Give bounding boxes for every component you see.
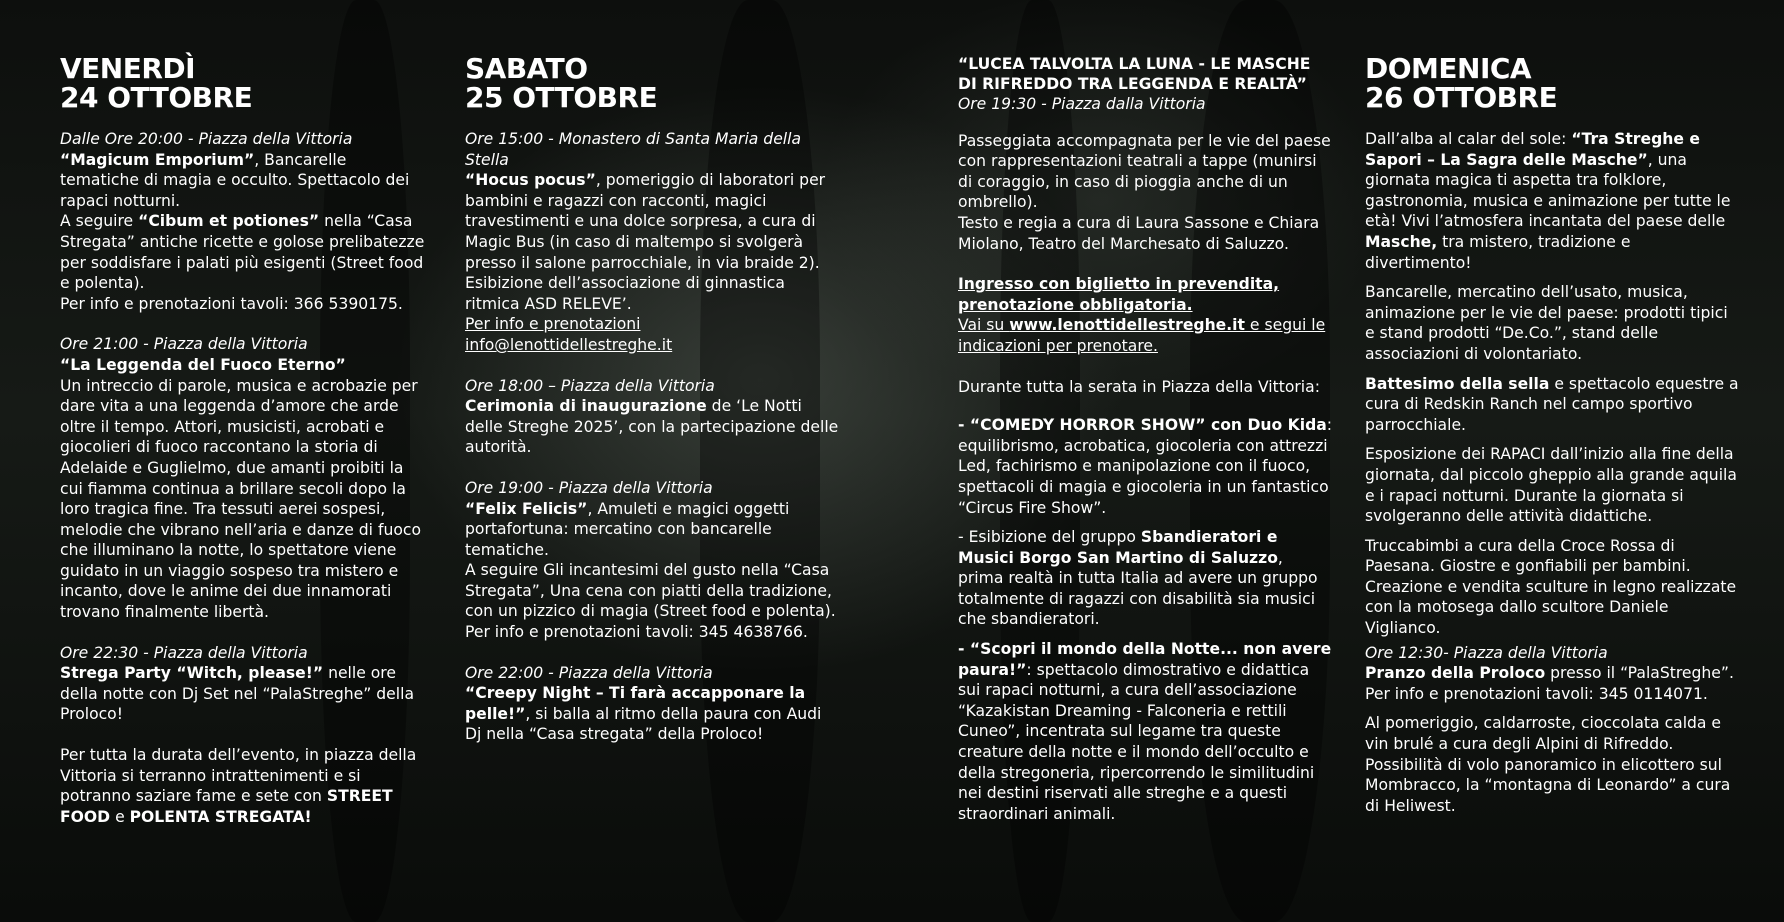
- event-follow: [60, 211, 430, 293]
- day-date: 26 OTTOBRE: [1365, 81, 1558, 114]
- saturday-title: [465, 54, 840, 112]
- event-description: [60, 663, 430, 725]
- sunday-column: [1365, 54, 1740, 825]
- show-time: Ore 19:30 - Piazza dalla Vittoria: [958, 95, 1206, 113]
- sagra-text: [1365, 129, 1740, 273]
- day-date: 24 OTTOBRE: [60, 81, 253, 114]
- item-name: - “COMEDY HORROR SHOW” con Duo Kida: [958, 416, 1327, 435]
- rapaci-text: Esposizione dei RAPACI dall’inizio alla fine della giornata, dal piccolo gheppio alla grande aquila e i rapaci notturni. Durante la giornata si svolgeranno delle attività didattiche.: [1365, 445, 1737, 526]
- event-desc-text: de ‘Le Notti delle Streghe 2025’, con la partecipazione delle autorità.: [465, 397, 839, 457]
- item-text: [958, 639, 1333, 824]
- item-desc: : spettacolo dimostrativo e didattica sui rapaci notturni, a cura dell’associazione “Kazakistan Dreaming - Falconeria e rettili Cuneo”, incentrata sul legame tra queste creature della notte e il mondo dell’occulto e della stregoneria, ripercorrendo le similitudini nei destini riservati alle streghe e a questi straordinari animali.: [958, 660, 1315, 823]
- event-name: Cerimonia di inaugurazione: [465, 397, 707, 416]
- ticket-line-2: [958, 295, 1333, 316]
- sunday-pomeriggio: [1365, 713, 1740, 816]
- day-name: VENERDÌ: [60, 52, 196, 85]
- pranzo-text: [1365, 663, 1740, 684]
- sagra-mid: , una giornata magica ti aspetta tra folklore, gastronomia, musica e animazione per tutte le età! Vivi l’atmosfera incantata del paese delle: [1365, 150, 1731, 231]
- event-desc-text: , si balla al ritmo della paura con Audi Dj nella “Casa stregata” della Proloco!: [465, 704, 822, 744]
- pomeriggio-text: Al pomeriggio, caldarroste, cioccolata calda e vin brulé a cura degli Alpini di Rifreddo. Possibilità di volo panoramico in elicottero sul Mombracco, la “montagna di Leonardo” a cura di Heliwest.: [1365, 714, 1731, 815]
- ticket-line-3: [958, 315, 1333, 356]
- event-info: Per info e prenotazioni tavoli: 345 4638766.: [465, 623, 808, 642]
- event-time: Ore 19:00 - Piazza della Vittoria: [465, 478, 713, 497]
- item-name: Sbandieratori e Musici Borgo San Martino di Saluzzo: [958, 528, 1278, 567]
- event-time: Ore 21:00 - Piazza della Vittoria: [60, 335, 308, 354]
- event-name: “Felix Felicis”: [465, 499, 588, 518]
- item-desc: : equilibrismo, acrobatica, giocoleria con attrezzi Led, fachirismo e manipolazione con il fuoco, spettacoli di magia e giocoleria in un fantastico “Circus Fire Show”.: [958, 416, 1333, 517]
- item-pre: - Esibizione del gruppo: [958, 528, 1141, 547]
- event-street-food-note: [60, 745, 430, 827]
- follow-pre: A seguire: [60, 212, 139, 231]
- show-description-block: [958, 131, 1333, 255]
- event-info: Per info e prenotazioni tavoli: 366 5390175.: [60, 294, 403, 313]
- event-inaugurazione: [465, 376, 840, 458]
- pranzo-desc: presso il “PalaStreghe”.: [1545, 664, 1734, 683]
- follow-post: nella “Casa Stregata” antiche ricette e golose prelibatezze per soddisfare i palati più esigenti (Street food e polenta).: [60, 212, 425, 293]
- event-desc-text: , Bancarelle tematiche di magia e occulto. Spettacolo dei rapaci notturni.: [60, 150, 410, 210]
- event-name: “Hocus pocus”: [465, 171, 596, 190]
- follow-name: “Cibum et potiones”: [138, 212, 320, 231]
- note-bold-street-food: STREET FOOD: [60, 787, 393, 826]
- event-time: Ore 22:00 - Piazza della Vittoria: [465, 663, 713, 682]
- sunday-pranzo: [1365, 643, 1740, 705]
- event-description: [60, 745, 430, 827]
- show-description: Passeggiata accompagnata per le vie del paese con rappresentazioni teatrali a tappe (munirsi di coraggio, in caso di pioggia anche di un ombrello).: [958, 131, 1331, 212]
- event-desc-text: , Amuleti e magici oggetti portafortuna: mercatino con bancarelle tematiche.: [465, 499, 790, 559]
- event-hocus-pocus: [465, 129, 840, 356]
- website-link[interactable]: www.lenottidellestreghe.it: [1009, 316, 1245, 335]
- event-description: [465, 396, 840, 458]
- battesimo-text: [1365, 374, 1740, 436]
- event-time: Ore 12:30- Piazza della Vittoria: [1365, 643, 1608, 662]
- event-name: “Creepy Night – Ti farà accapponare la pelle!”: [465, 684, 806, 723]
- event-description: [465, 170, 840, 314]
- info-email-link[interactable]: [465, 335, 840, 356]
- event-description: Un intreccio di parole, musica e acrobazie per dare vita a una leggenda d’amore che arde oltre il tempo. Attori, musicisti, acrobati e giocolieri di fuoco raccontano la storia di Adelaide e Guglielmo, due amanti proibiti la cui fiamma continua a brillare secoli dopo la loro tragica fine. Tra tessuti aerei sospesi, melodie che vibrano nell’aria e danze di fuoco che illuminano la notte, lo spettatore viene guidato in un viaggio sospeso tra mistero e incanto, dove le anime dei due innamorati trovano finalmente libertà.: [60, 376, 422, 622]
- ticket-post: e segui le indicazioni per prenotare.: [958, 316, 1326, 355]
- day-name: DOMENICA: [1365, 52, 1532, 85]
- event-desc-text: , pomeriggio di laboratori per bambini e ragazzi con racconti, magici travestimenti e una dolce sorpresa, a cura di Magic Bus (in caso di maltempo si svolgerà presso il salone parrocchiale, in via braide 2). Esibizione dell’associazione di ginnastica ritmica ASD RELEVE’.: [465, 171, 826, 313]
- sunday-rapaci: [1365, 444, 1740, 526]
- ticket-line-2-text: prenotazione obbligatoria.: [958, 295, 1193, 314]
- event-desc-text: nelle ore della notte con Dj Set nel “PalaStreghe” della Proloco!: [60, 664, 414, 724]
- event-name: Strega Party “Witch, please!”: [60, 664, 324, 683]
- sagra-pre: Dall’alba al calar del sole:: [1365, 130, 1572, 148]
- event-description: [60, 150, 430, 212]
- event-description: [465, 683, 840, 745]
- info-label-text: Per info e prenotazioni: [465, 315, 641, 334]
- show-ticket-block: [958, 274, 1333, 356]
- bancarelle-text: Bancarelle, mercatino dell’usato, musica, animazione per le vie del paese: prodotti tipici e stand prodotti “De.Co.”, stand delle associazioni di volontariato.: [1365, 283, 1728, 363]
- event-name: “Magicum Emporium”: [60, 150, 255, 169]
- note-text: Per tutta la durata dell’evento, in piazza della Vittoria si terranno intrattenimenti e si potranno saziare fame e sete con: [60, 746, 417, 806]
- ticket-pre: Vai su: [958, 316, 1010, 335]
- battesimo-name: Battesimo della sella: [1365, 374, 1550, 393]
- item-desc: , prima realtà in tutta Italia ad avere un gruppo totalmente di ragazzi con disabilità sia musici che sbandieratori.: [958, 548, 1318, 629]
- saturday-column: [465, 54, 840, 765]
- sunday-battesimo: [1365, 374, 1740, 436]
- email-link-text[interactable]: info@lenottidellestreghe.it: [465, 335, 673, 354]
- item-comedy-horror-show: [958, 415, 1333, 518]
- day-name: SABATO: [465, 52, 588, 85]
- sagra-name: “Tra Streghe e Sapori – La Sagra delle Masche”: [1365, 130, 1700, 169]
- pranzo-name: Pranzo della Proloco: [1365, 664, 1546, 683]
- event-magicum-emporium: [60, 129, 430, 314]
- show-title: “LUCEA TALVOLTA LA LUNA - LE MASCHE DI RIFREDDO TRA LEGGENDA E REALTÀ”: [958, 55, 1311, 93]
- sunday-bancarelle: [1365, 282, 1740, 364]
- event-name: [60, 355, 430, 376]
- item-mondo-della-notte: [958, 639, 1333, 824]
- note-mid: e: [110, 807, 130, 826]
- event-felix-felicis: [465, 478, 840, 643]
- event-time: Dalle Ore 20:00 - Piazza della Vittoria: [60, 130, 353, 148]
- friday-column: [60, 54, 430, 847]
- item-text: [958, 527, 1333, 630]
- event-time: Ore 15:00 - Monastero di Santa Maria della Stella: [465, 130, 802, 169]
- event-leggenda-fuoco: [60, 334, 430, 622]
- note-bold-polenta: POLENTA STREGATA!: [129, 807, 312, 826]
- event-follow: A seguire Gli incantesimi del gusto nella “Casa Stregata”, Una cena con piatti della tradizione, con un pizzico di magia (Street food e polenta).: [465, 561, 836, 621]
- ticket-line-1: [958, 274, 1333, 295]
- event-time: Ore 22:30 - Piazza della Vittoria: [60, 643, 308, 662]
- sunday-title: [1365, 54, 1740, 112]
- info-label: [465, 314, 840, 335]
- event-name-text: “La Leggenda del Fuoco Eterno”: [60, 355, 346, 374]
- sagra-post: tra mistero, tradizione e divertimento!: [1365, 232, 1631, 272]
- sunday-sagra: [1365, 129, 1740, 273]
- item-text: [958, 415, 1333, 518]
- event-strega-party: [60, 643, 430, 725]
- battesimo-desc: e spettacolo equestre a cura di Redskin Ranch nel campo sportivo parrocchiale.: [1365, 374, 1739, 434]
- day-date: 25 OTTOBRE: [465, 81, 658, 114]
- truccabimbi-text: Truccabimbi a cura della Croce Rossa di Paesana. Giostre e gonfiabili per bambini. Creazione e vendita sculture in legno realizzate con la motosega dallo scultore Daniele Viglianco.: [1365, 536, 1737, 638]
- event-info: Per info e prenotazioni tavoli: 345 0114071.: [1365, 684, 1708, 703]
- item-name: - “Scopri il mondo della Notte... non avere paura!”: [958, 640, 1332, 679]
- item-sbandieratori: [958, 527, 1333, 630]
- sunday-truccabimbi: [1365, 536, 1740, 639]
- during-evening: [958, 377, 1333, 398]
- event-creepy-night: [465, 663, 840, 745]
- ticket-line-1-text: Ingresso con biglietto in prevendita,: [958, 275, 1280, 294]
- event-description: [465, 499, 840, 561]
- friday-title: [60, 54, 430, 112]
- show-credits: Testo e regia a cura di Laura Sassone e Chiara Miolano, Teatro del Marchesato di Saluzzo.: [958, 213, 1320, 253]
- event-time: Ore 18:00 – Piazza della Vittoria: [465, 376, 715, 395]
- during-text: Durante tutta la serata in Piazza della Vittoria:: [958, 377, 1320, 396]
- masche-bold: Masche,: [1365, 232, 1438, 251]
- show-column: [958, 54, 1333, 833]
- show-header: [958, 54, 1333, 115]
